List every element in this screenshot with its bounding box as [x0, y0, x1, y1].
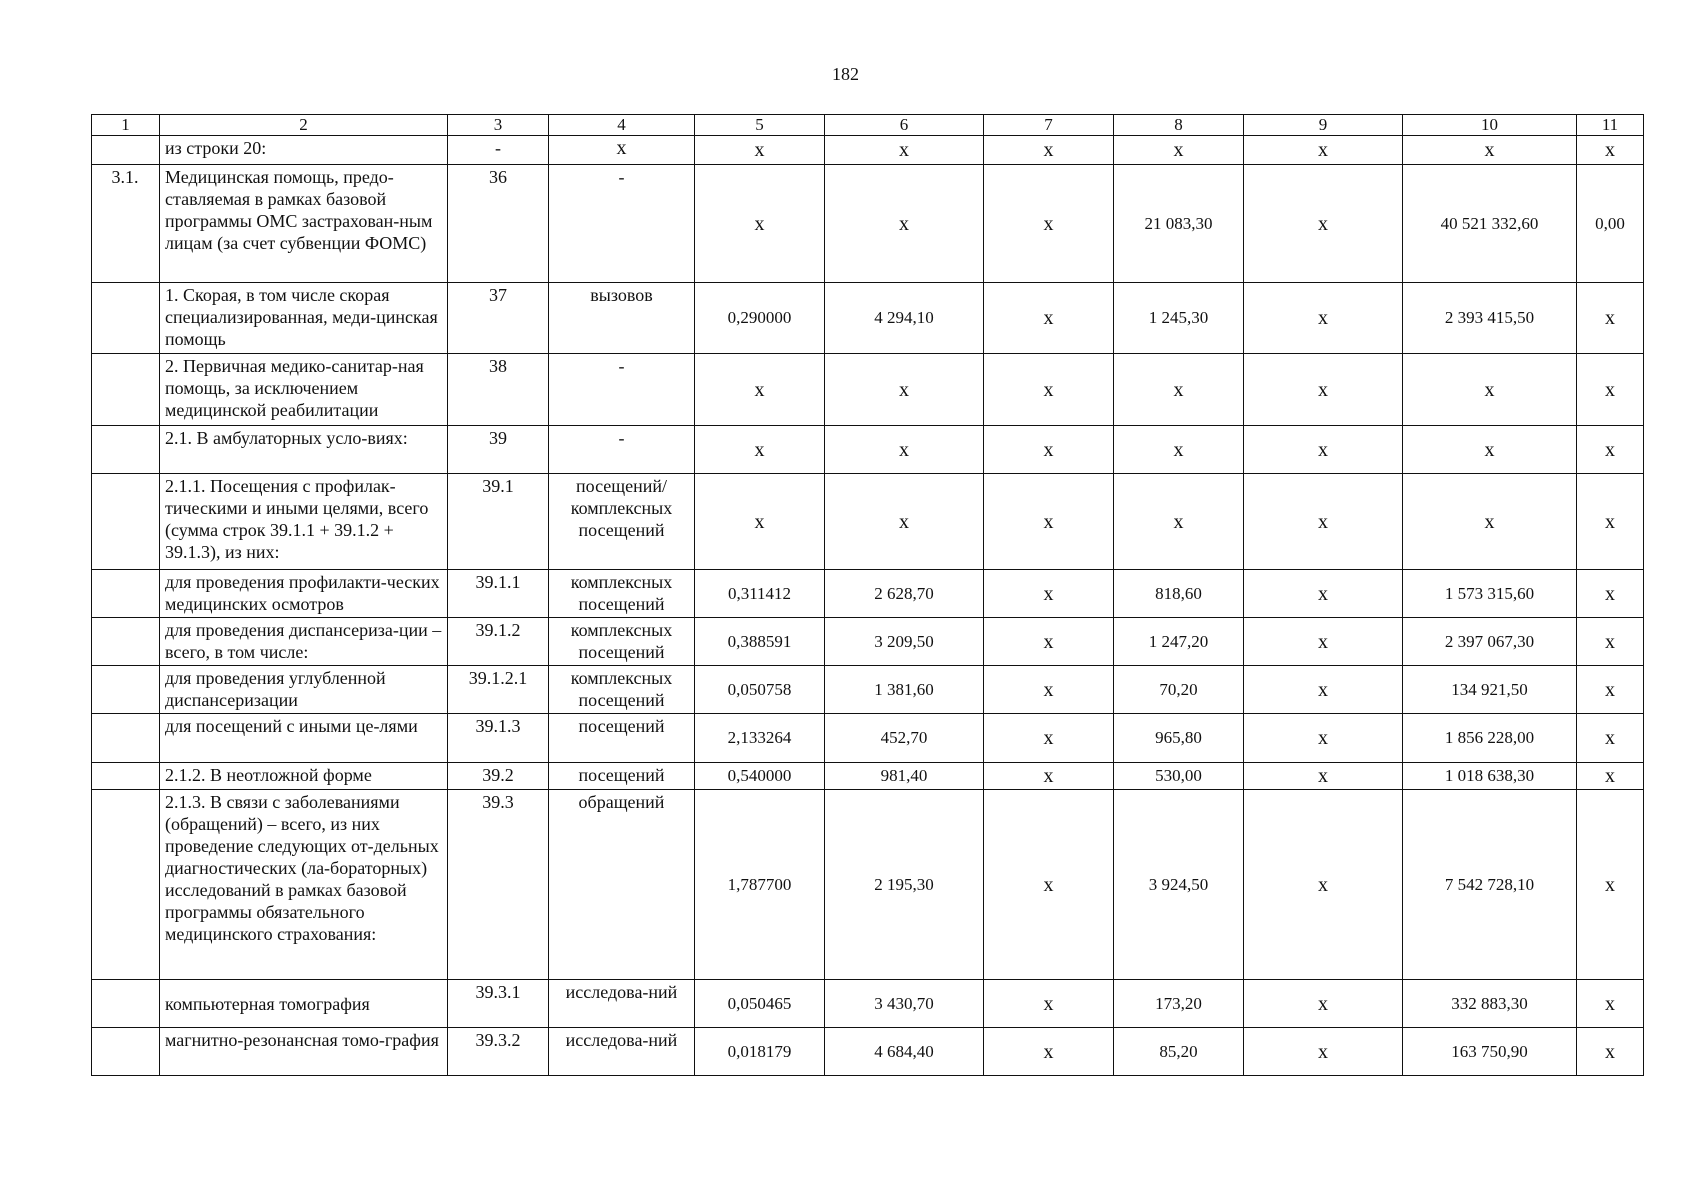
- row-number-cell: [92, 570, 160, 618]
- value-cell: х: [984, 790, 1114, 980]
- value-cell: х: [1577, 980, 1644, 1028]
- value-cell: х: [825, 136, 984, 165]
- row-number-cell: [92, 666, 160, 714]
- value-cell: 163 750,90: [1403, 1028, 1577, 1076]
- value-cell: 2 195,30: [825, 790, 984, 980]
- unit-cell: исследова-ний: [549, 980, 695, 1028]
- unit-cell: посещений: [549, 763, 695, 790]
- row-code-cell: 39.1: [448, 474, 549, 570]
- value-cell: х: [695, 474, 825, 570]
- unit-cell: комплексных посещений: [549, 618, 695, 666]
- value-cell: 173,20: [1114, 980, 1244, 1028]
- row-name-cell: 1. Скорая, в том числе скорая специализированная, меди-цинская помощь: [160, 283, 448, 354]
- row-number-cell: [92, 1028, 160, 1076]
- row-name-cell: для проведения углубленной диспансеризации: [160, 666, 448, 714]
- value-cell: 1 245,30: [1114, 283, 1244, 354]
- value-cell: х: [1577, 618, 1644, 666]
- value-cell: х: [825, 165, 984, 283]
- header-cell: 6: [825, 115, 984, 136]
- header-cell: 5: [695, 115, 825, 136]
- table-row: [92, 763, 1644, 790]
- table-row: [92, 618, 1644, 666]
- table-row: [92, 354, 1644, 426]
- unit-cell: -: [549, 165, 695, 283]
- value-cell: х: [1577, 570, 1644, 618]
- value-cell: х: [695, 426, 825, 474]
- value-cell: х: [984, 136, 1114, 165]
- row-code-cell: 37: [448, 283, 549, 354]
- row-number-cell: [92, 790, 160, 980]
- value-cell: 1 247,20: [1114, 618, 1244, 666]
- unit-cell: комплексных посещений: [549, 666, 695, 714]
- value-cell: 0,00: [1577, 165, 1644, 283]
- row-code-cell: 36: [448, 165, 549, 283]
- row-code-cell: 39.3.2: [448, 1028, 549, 1076]
- value-cell: х: [1577, 790, 1644, 980]
- value-cell: 4 684,40: [825, 1028, 984, 1076]
- header-cell: 4: [549, 115, 695, 136]
- table-row: [92, 570, 1644, 618]
- row-name-cell: для проведения профилакти-ческих медицинских осмотров: [160, 570, 448, 618]
- value-cell: 1 018 638,30: [1403, 763, 1577, 790]
- value-cell: х: [984, 165, 1114, 283]
- value-cell: х: [825, 354, 984, 426]
- row-number-cell: [92, 980, 160, 1028]
- unit-cell: посещений/ комплексных посещений: [549, 474, 695, 570]
- row-name-cell: Медицинская помощь, предо-ставляемая в рамках базовой программы ОМС застрахован-ным лицам (за счет субвенции ФОМС): [160, 165, 448, 283]
- row-name-cell: 2. Первичная медико-санитар-ная помощь, за исключением медицинской реабилитации: [160, 354, 448, 426]
- row-name-cell: магнитно-резонансная томо-графия: [160, 1028, 448, 1076]
- table-row: [92, 165, 1644, 283]
- value-cell: 0,050758: [695, 666, 825, 714]
- value-cell: х: [1244, 474, 1403, 570]
- value-cell: 134 921,50: [1403, 666, 1577, 714]
- value-cell: х: [1244, 136, 1403, 165]
- row-name-cell: для проведения диспансериза-ции – всего, в том числе:: [160, 618, 448, 666]
- value-cell: х: [1244, 618, 1403, 666]
- value-cell: х: [984, 666, 1114, 714]
- data-table: [91, 114, 1644, 1076]
- value-cell: х: [1577, 136, 1644, 165]
- value-cell: 3 430,70: [825, 980, 984, 1028]
- value-cell: х: [825, 474, 984, 570]
- value-cell: 2 628,70: [825, 570, 984, 618]
- value-cell: х: [1244, 1028, 1403, 1076]
- row-number-cell: [92, 283, 160, 354]
- value-cell: х: [1114, 474, 1244, 570]
- value-cell: х: [1577, 474, 1644, 570]
- value-cell: х: [1403, 474, 1577, 570]
- row-number-cell: 3.1.: [92, 165, 160, 283]
- table-row: [92, 980, 1644, 1028]
- header-cell: 10: [1403, 115, 1577, 136]
- value-cell: 332 883,30: [1403, 980, 1577, 1028]
- value-cell: х: [984, 474, 1114, 570]
- value-cell: х: [1244, 714, 1403, 763]
- row-number-cell: [92, 618, 160, 666]
- value-cell: х: [1403, 354, 1577, 426]
- header-cell: 3: [448, 115, 549, 136]
- value-cell: х: [695, 165, 825, 283]
- header-cell: 8: [1114, 115, 1244, 136]
- value-cell: 2 393 415,50: [1403, 283, 1577, 354]
- value-cell: х: [1114, 136, 1244, 165]
- unit-cell: -: [549, 426, 695, 474]
- row-name-cell: 2.1.1. Посещения с профилак-тическими и иными целями, всего (сумма строк 39.1.1 + 39.1.2 + 39.1.3), из них:: [160, 474, 448, 570]
- value-cell: 965,80: [1114, 714, 1244, 763]
- value-cell: х: [695, 136, 825, 165]
- value-cell: 0,018179: [695, 1028, 825, 1076]
- table-row: [92, 474, 1644, 570]
- row-name-cell: 2.1. В амбулаторных усло-виях:: [160, 426, 448, 474]
- value-cell: х: [1244, 763, 1403, 790]
- value-cell: 0,311412: [695, 570, 825, 618]
- table-row: [92, 1028, 1644, 1076]
- value-cell: х: [984, 1028, 1114, 1076]
- value-cell: 0,290000: [695, 283, 825, 354]
- value-cell: х: [1577, 354, 1644, 426]
- value-cell: х: [984, 714, 1114, 763]
- row-number-cell: [92, 426, 160, 474]
- page-number: 182: [832, 64, 859, 84]
- row-name-cell: из строки 20:: [160, 136, 448, 165]
- value-cell: х: [1577, 763, 1644, 790]
- value-cell: 3 209,50: [825, 618, 984, 666]
- row-code-cell: 39: [448, 426, 549, 474]
- row-number-cell: [92, 136, 160, 165]
- value-cell: 2,133264: [695, 714, 825, 763]
- row-number-cell: [92, 763, 160, 790]
- row-code-cell: 38: [448, 354, 549, 426]
- unit-cell: исследова-ний: [549, 1028, 695, 1076]
- value-cell: х: [1244, 790, 1403, 980]
- value-cell: 1 573 315,60: [1403, 570, 1577, 618]
- row-code-cell: 39.1.2: [448, 618, 549, 666]
- unit-cell: -: [549, 354, 695, 426]
- row-name-cell: 2.1.3. В связи с заболеваниями (обращений) – всего, из них проведение следующих от-дельных диагностических (ла-бораторных) исследований в рамках базовой программы обязательного медицинского страхования:: [160, 790, 448, 980]
- row-number-cell: [92, 474, 160, 570]
- value-cell: х: [984, 570, 1114, 618]
- value-cell: х: [1114, 426, 1244, 474]
- value-cell: х: [1114, 354, 1244, 426]
- value-cell: 70,20: [1114, 666, 1244, 714]
- header-cell: 9: [1244, 115, 1403, 136]
- unit-cell: обращений: [549, 790, 695, 980]
- value-cell: х: [1244, 354, 1403, 426]
- value-cell: 7 542 728,10: [1403, 790, 1577, 980]
- value-cell: 3 924,50: [1114, 790, 1244, 980]
- unit-cell: вызовов: [549, 283, 695, 354]
- header-cell: 1: [92, 115, 160, 136]
- value-cell: х: [984, 426, 1114, 474]
- value-cell: х: [984, 618, 1114, 666]
- value-cell: 0,540000: [695, 763, 825, 790]
- value-cell: х: [695, 354, 825, 426]
- row-code-cell: 39.1.1: [448, 570, 549, 618]
- value-cell: х: [984, 354, 1114, 426]
- table-body: [92, 115, 1644, 1076]
- unit-cell: х: [549, 136, 695, 165]
- row-code-cell: 39.2: [448, 763, 549, 790]
- value-cell: 1,787700: [695, 790, 825, 980]
- value-cell: 2 397 067,30: [1403, 618, 1577, 666]
- header-cell: 7: [984, 115, 1114, 136]
- value-cell: х: [1244, 570, 1403, 618]
- value-cell: х: [1244, 283, 1403, 354]
- value-cell: х: [1244, 426, 1403, 474]
- header-cell: 2: [160, 115, 448, 136]
- table-row: [92, 426, 1644, 474]
- value-cell: 0,388591: [695, 618, 825, 666]
- value-cell: х: [984, 980, 1114, 1028]
- table-row: [92, 283, 1644, 354]
- value-cell: х: [1403, 426, 1577, 474]
- value-cell: 981,40: [825, 763, 984, 790]
- value-cell: х: [1577, 283, 1644, 354]
- value-cell: х: [1244, 666, 1403, 714]
- row-number-cell: [92, 354, 160, 426]
- row-number-cell: [92, 714, 160, 763]
- row-code-cell: 39.3.1: [448, 980, 549, 1028]
- value-cell: х: [1403, 136, 1577, 165]
- value-cell: х: [1244, 980, 1403, 1028]
- column-number-row: [92, 115, 1644, 136]
- value-cell: 818,60: [1114, 570, 1244, 618]
- value-cell: х: [1577, 1028, 1644, 1076]
- table-row: [92, 666, 1644, 714]
- row-name-cell: компьютерная томография: [160, 980, 448, 1028]
- value-cell: х: [984, 283, 1114, 354]
- row-code-cell: 39.1.2.1: [448, 666, 549, 714]
- row-name-cell: 2.1.2. В неотложной форме: [160, 763, 448, 790]
- value-cell: х: [825, 426, 984, 474]
- value-cell: 21 083,30: [1114, 165, 1244, 283]
- value-cell: 1 856 228,00: [1403, 714, 1577, 763]
- table-row: [92, 136, 1644, 165]
- value-cell: 0,050465: [695, 980, 825, 1028]
- value-cell: х: [1577, 714, 1644, 763]
- value-cell: 530,00: [1114, 763, 1244, 790]
- value-cell: х: [1244, 165, 1403, 283]
- unit-cell: комплексных посещений: [549, 570, 695, 618]
- row-code-cell: 39.1.3: [448, 714, 549, 763]
- row-code-cell: 39.3: [448, 790, 549, 980]
- table-row: [92, 714, 1644, 763]
- row-name-cell: для посещений с иными це-лями: [160, 714, 448, 763]
- value-cell: 40 521 332,60: [1403, 165, 1577, 283]
- value-cell: 85,20: [1114, 1028, 1244, 1076]
- header-cell: 11: [1577, 115, 1644, 136]
- table-row: [92, 790, 1644, 980]
- value-cell: х: [1577, 426, 1644, 474]
- value-cell: х: [984, 763, 1114, 790]
- value-cell: 452,70: [825, 714, 984, 763]
- row-code-cell: -: [448, 136, 549, 165]
- value-cell: 1 381,60: [825, 666, 984, 714]
- value-cell: х: [1577, 666, 1644, 714]
- value-cell: 4 294,10: [825, 283, 984, 354]
- unit-cell: посещений: [549, 714, 695, 763]
